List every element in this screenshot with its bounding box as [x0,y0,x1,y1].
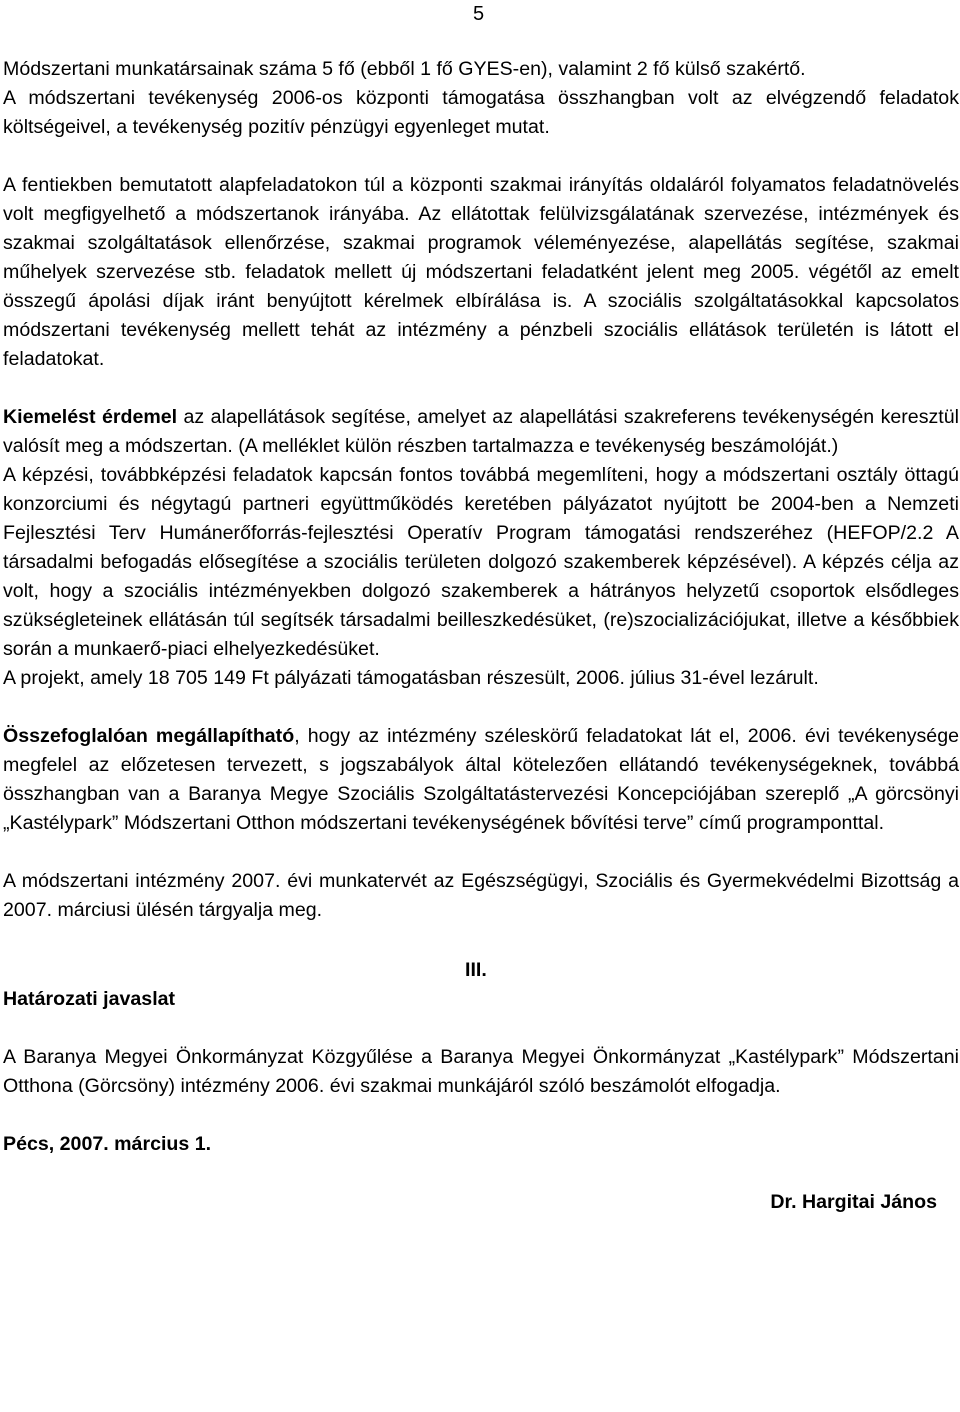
place-date: Pécs, 2007. március 1. [3,1133,212,1155]
document-body [3,55,959,1217]
resolution-text: A Baranya Megyei Önkormányzat Közgyűlése a Baranya Megyei Önkormányzat „Kastélypark” Módszertani Otthona (Görcsöny) intézmény 2006. évi szakmai munkájáról szóló beszámolót elfogadja. [3,1046,959,1097]
paragraph-work-plan: A módszertani intézmény 2007. évi munkatervét az Egészségügyi, Szociális és Gyermekvédelmi Bizottság a 2007. márciusi ülésén tárgyalja meg. [3,870,959,921]
section-header [3,956,959,1014]
highlight-lead: Kiemelést érdemel [3,406,178,428]
paragraph-summary [3,722,959,838]
paragraph-project: A projekt, amely 18 705 149 Ft pályázati támogatásban részesült, 2006. július 31-ével lezárult. [3,667,819,689]
highlight-text: az alapellátások segítése, amelyet az alapellátási szakreferens tevékenységén keresztül valósít meg a módszertan. (A melléklet külön részben tartalmazza e tevékenység beszámolóját.) [3,406,959,457]
summary-lead: Összefoglalóan megállapítható [3,725,295,747]
paragraph-additional-tasks: A fentiekben bemutatott alapfeladatokon túl a központi szakmai irányítás oldaláról folyamatos feladatnövelés volt megfigyelhető a módszertanok irányába. Az ellátottak felülvizsgálatának szervezése, intézmények és szakmai szolgáltatások ellenőrzése, szakmai programok véleményezése, alapellátás segítése, szakmai műhelyek szervezése stb. feladatok mellett új módszertani feladatként jelent meg 2005. végétől az emelt összegű ápolási díjak iránt benyújtott kérelmek elbírálása is. A szociális szolgáltatásokkal kapcsolatos módszertani tevékenység mellett tehát az intézmény a pénzbeli szociális ellátások területén is látott el feladatokat. [3,174,959,370]
paragraph-staff: Módszertani munkatársainak száma 5 fő (ebből 1 fő GYES-en), valamint 2 fő külső szakértő. [3,58,806,80]
section-number: III. [465,959,487,981]
page-number: 5 [473,3,485,25]
paragraph-funding: A módszertani tevékenység 2006-os központi támogatása összhangban volt az elvégzendő feladatok költségeivel, a tevékenység pozitív pénzügyi egyenleget mutat. [3,87,959,138]
signatory-name: Dr. Hargitai János [770,1191,937,1213]
paragraph-highlight [3,403,959,461]
section-heading: Határozati javaslat [3,988,176,1010]
paragraph-training: A képzési, továbbképzési feladatok kapcsán fontos továbbá megemlíteni, hogy a módszertani osztály öttagú konzorciumi és négytagú partneri együttműködés keretében pályázatot nyújtott be 2004-ben a Nemzeti Fejlesztési Terv Humánerőforrás-fejlesztési Operatív Program támogatási rendszeréhez (HEFOP/2.2 A társadalmi befogadás elősegítése a szociális területen dolgozó szakemberek képzésével). A képzés célja az volt, hogy a szociális intézményekben dolgozó szakemberek a hátrányos helyzetű csoportok elsődleges szükségleteinek ellátásán túl segítsék társadalmi beilleszkedésüket, (re)szocializációjukat, illetve a későbbiek során a munkaerő-piaci elhelyezkedésüket. [3,464,959,660]
summary-text: , hogy az intézmény széleskörű feladatokat lát el, 2006. évi tevékenysége megfelel az előzetesen tervezett, s jogszabályok által kötelezően ellátandó tevékenységeknek, továbbá összhangban van a Baranya Megye Szociális Szolgáltatástervezési Koncepciójában szereplő „A görcsönyi „Kastélypark” Módszertani Otthon módszertani tevékenységének bővítési terve” című programponttal. [3,725,959,834]
